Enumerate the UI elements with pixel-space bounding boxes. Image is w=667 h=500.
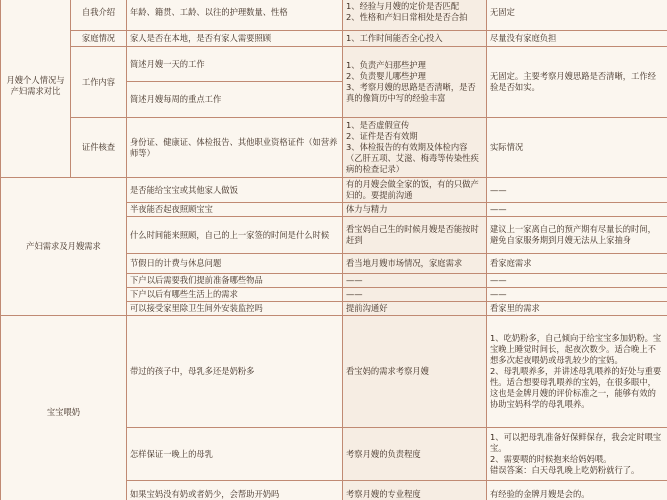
note-line: 2、需要喂的时候抱来给妈妈喂。: [490, 454, 612, 464]
table-row: [1, 118, 667, 178]
note-line: 1、吃奶粉多，自己倾向于给宝宝多加奶粉。宝宝晚上睡觉时间长，起夜次数少。适合晚上不想多次起夜喂奶或母乳较少的宝妈。: [490, 333, 662, 365]
table-row: [1, 31, 667, 47]
question-cell: 身份证、健康证、体检报告、其他职业资格证件（如营养师等）: [127, 118, 343, 178]
question-cell: 下户以后有哪些生活上的需求: [127, 288, 343, 302]
assessment-line: 2、证件是否有效期: [346, 131, 418, 141]
question-cell: 节假日的计费与休息问题: [127, 254, 343, 274]
question-cell: 简述月嫂一天的工作: [127, 47, 343, 82]
assessment-cell: 有的月嫂会做全家的饭，有的只做产妇的。要提前沟通: [343, 178, 487, 203]
category-cell: 证件核查: [71, 118, 127, 178]
question-cell: 什么时间能来照顾，自己的上一家签的时间是什么时候: [127, 217, 343, 254]
assessment-cell: [343, 47, 487, 118]
note-cell: [487, 316, 667, 428]
question-cell: 怎样保证一晚上的母乳: [127, 428, 343, 481]
assessment-line: 2、性格和产妇日常相处是否合拍: [346, 12, 468, 22]
assessment-line: 3、考察月嫂的思路是否清晰，是否真的像简历中写的经验丰富: [346, 82, 476, 103]
note-cell: ——: [487, 178, 667, 203]
assessment-line: 2、负责婴儿哪些护理: [346, 71, 426, 81]
table-row: [1, 316, 667, 428]
category-cell: 家庭情况: [71, 31, 127, 47]
note-cell: 实际情况: [487, 118, 667, 178]
note-cell: ——: [487, 288, 667, 302]
assessment-cell: 考察月嫂的负责程度: [343, 428, 487, 481]
note-line: 错误答案：白天母乳晚上吃奶粉就行了。: [490, 465, 640, 475]
question-cell: 下户以后需要我们提前准备哪些物品: [127, 274, 343, 288]
assessment-cell: [343, 118, 487, 178]
assessment-line: 1、是否虚假宣传: [346, 120, 410, 130]
question-cell: 可以接受家里除卫生间外安装监控吗: [127, 302, 343, 316]
assessment-cell: 看宝妈的需求考察月嫂: [343, 316, 487, 428]
assessment-cell: ——: [343, 288, 487, 302]
question-cell: 家人是否在本地，是否有家人需要照顾: [127, 31, 343, 47]
note-line: 2、母乳喂养多，并讲述母乳喂养的好处与重要性。适合想要母乳喂养的宝妈，在很多眼中，这也是金牌月嫂的评价标准之一，能够有效的协助宝妈科学的母乳喂养。: [490, 366, 662, 409]
group-label: 产妇需求及月嫂需求: [1, 178, 127, 316]
category-cell: 工作内容: [71, 47, 127, 118]
note-cell: ——: [487, 203, 667, 217]
question-cell: 如果宝妈没有奶或者奶少，会帮助开奶吗: [127, 481, 343, 500]
note-cell: 无固定: [487, 0, 667, 31]
question-cell: 带过的孩子中，母乳多还是奶粉多: [127, 316, 343, 428]
question-cell: 半夜能否起夜照顾宝宝: [127, 203, 343, 217]
assessment-cell: 看宝妈自己生的时候月嫂是否能按时赶到: [343, 217, 487, 254]
question-cell: 年龄、籍贯、工龄、以往的护理数量、性格: [127, 0, 343, 31]
assessment-cell: 提前沟通好: [343, 302, 487, 316]
category-cell: 自我介绍: [71, 0, 127, 31]
note-cell: 无固定。主要考察月嫂思路是否清晰，工作经验是否如实。: [487, 47, 667, 118]
table-row: [1, 178, 667, 203]
note-cell: 看家庭需求: [487, 254, 667, 274]
assessment-cell: [343, 0, 487, 31]
assessment-line: 1、负责产妇那些护理: [346, 60, 426, 70]
question-cell: 简述月嫂每周的重点工作: [127, 82, 343, 118]
assessment-line: 1、经验与月嫂的定价是否匹配: [346, 1, 460, 11]
assessment-cell: 体力与精力: [343, 203, 487, 217]
question-cell: 是否能给宝宝或其他家人做饭: [127, 178, 343, 203]
note-cell: 尽量没有家庭负担: [487, 31, 667, 47]
table-row: [1, 0, 667, 31]
note-cell: ——: [487, 274, 667, 288]
assessment-cell: 1、工作时间能否全心投入: [343, 31, 487, 47]
note-line: 1、可以把母乳准备好保鲜保存，我会定时喂宝宝。: [490, 432, 662, 453]
table-row: [1, 47, 667, 82]
assessment-cell: ——: [343, 274, 487, 288]
note-cell: 有经验的金牌月嫂是会的。: [487, 481, 667, 500]
group-label: 月嫂个人情况与产妇需求对比: [1, 0, 71, 178]
note-cell: [487, 428, 667, 481]
note-cell: 看家里的需求: [487, 302, 667, 316]
assessment-cell: 考察月嫂的专业程度: [343, 481, 487, 500]
assessment-cell: 看当地月嫂市场情况，家庭需求: [343, 254, 487, 274]
note-cell: 建议上一家离自己的预产期有尽量长的时间，避免自家服务期到月嫂无法从上家抽身: [487, 217, 667, 254]
assessment-line: 3、体检报告的有效期及体检内容（乙肝五项、艾滋、梅毒等传染性疾病的检查记录）: [346, 142, 479, 174]
group-label: 宝宝喂奶: [1, 316, 127, 500]
